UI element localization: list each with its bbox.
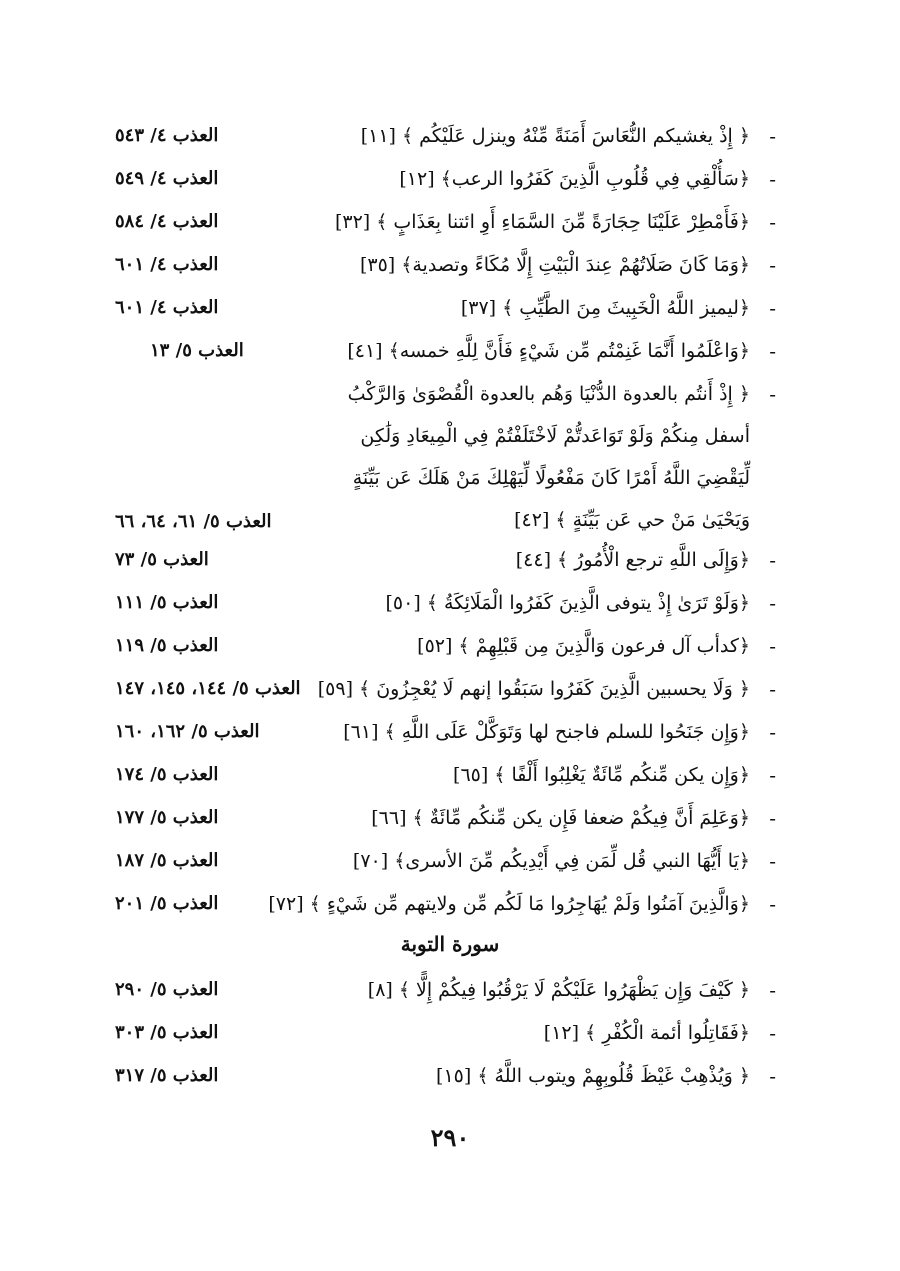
entry-dash: - [769,210,776,234]
index-entry [0,625,900,667]
verse-text: ﴿فَقَاتِلُوا أئمة الْكُفْرِ ﴾ [١٢] [543,1022,750,1044]
verse-text: ﴿ إِذْ يغشيكم النُّعَاسَ أَمَنَةً مِّنْهُ وينزل عَلَيْكُم ﴾ [١١] [360,125,750,147]
reference: العذب ٥/ ١١٩ [115,635,219,656]
index-entry [0,754,900,796]
reference: العذب ٥/ ٧٣ [115,549,209,570]
entry-dash: - [769,382,776,406]
entry-dash: - [769,1021,776,1045]
entry-dash: - [769,677,776,701]
index-entry [0,287,900,329]
reference: العذب ٤/ ٦٠١ [115,254,219,275]
reference: العذب ٤/ ٦٠١ [115,297,219,318]
index-entry [0,668,900,710]
reference: العذب ٥/ ١٤٤، ١٤٥، ١٤٧ [115,678,301,699]
entry-dash: - [769,339,776,363]
surah-heading: سورة التوبة [400,932,500,956]
index-entry [0,1055,900,1097]
page-number: ٢٩٠ [430,1123,470,1152]
index-entry [0,115,900,157]
verse-text: ﴿وَاعْلَمُوا أَنَّمَا غَنِمْتُم مِّن شَيْءٍ فَأَنَّ لِلَّهِ خمسه﴾ [٤١] [347,340,750,362]
index-entry [0,373,900,543]
entry-dash: - [769,849,776,873]
reference: العذب ٥/ ٣٠٣ [115,1022,219,1043]
verse-text: ﴿وَإِلَى اللَّهِ ترجع الْأُمُورُ ﴾ [٤٤] [515,549,750,571]
entry-dash: - [769,892,776,916]
entry-dash: - [769,1064,776,1088]
entry-dash: - [769,296,776,320]
index-entry [0,201,900,243]
entry-dash: - [769,591,776,615]
reference: العذب ٥/ ١٦٢، ١٦٠ [115,721,260,742]
verse-text: ﴿وَإِن يكن مِّنكُم مِّائَةٌ يَغْلِبُوا أَلْفًا ﴾ [٦٥] [453,764,750,786]
index-entry [0,969,900,1011]
verse-text: ﴿وَعَلِمَ أَنَّ فِيكُمْ ضعفا فَإِن يكن مِّنكُم مِّائَةٌ ﴾ [٦٦] [371,807,750,829]
verse-text: ﴿فَأَمْطِرْ عَلَيْنَا حِجَارَةً مِّنَ السَّمَاءِ أَوِ ائتنا بِعَذَابٍ ﴾ [٣٢] [334,211,750,233]
verse-text: ﴿وَالَّذِينَ آمَنُوا وَلَمْ يُهَاجِرُوا مَا لَكُم مِّن ولايتهم مِّن شَيْءٍ ﴾ [٧٢] [268,893,750,915]
reference: العذب ٤/ ٥٤٣ [115,125,219,146]
index-entry [0,539,900,581]
reference: العذب ٤/ ٥٨٤ [115,211,219,232]
verse-text: ﴿ليميز اللَّهُ الْخَبِيثَ مِنَ الطَّيِّبِ ﴾ [٣٧] [460,297,750,319]
index-entry [0,244,900,286]
reference: العذب ٥/ ٣١٧ [115,1065,219,1086]
reference: العذب ٥/ ٢٩٠ [115,979,219,1000]
verse-text: ﴿ كَيْفَ وَإِن يَظْهَرُوا عَلَيْكُمْ لَا يَرْقُبُوا فِيكُمْ إِلًّا ﴾ [٨] [367,979,750,1001]
verse-text: ﴿سَأُلْقِي فِي قُلُوبِ الَّذِينَ كَفَرُوا الرعب﴾ [١٢] [399,168,750,190]
index-entry [0,840,900,882]
entry-dash: - [769,806,776,830]
reference: العذب ٤/ ٥٤٩ [115,168,219,189]
entry-dash: - [769,124,776,148]
reference: العذب ٥/ ١٧٧ [115,807,219,828]
reference: العذب ٥/ ١٧٤ [115,764,219,785]
index-entry [0,582,900,624]
reference: العذب ٥/ ١١١ [115,592,219,613]
index-entry [0,158,900,200]
index-entry [0,883,900,925]
entry-dash: - [769,978,776,1002]
index-entry [0,711,900,753]
reference: العذب ٥/ ١٣ [150,340,244,361]
verse-text: ﴿ وَلَا يحسبين الَّذِينَ كَفَرُوا سَبَقُوا إنهم لَا يُعْجِزُونَ ﴾ [٥٩] [317,678,750,700]
reference: العذب ٥/ ١٨٧ [115,850,219,871]
index-entry [0,330,900,372]
index-entry [0,1012,900,1054]
verse-text: ﴿كدأب آل فرعون وَالَّذِينَ مِن قَبْلِهِمْ ﴾ [٥٢] [417,635,750,657]
verse-text: ﴿وَلَوْ تَرَىٰ إِذْ يتوفى الَّذِينَ كَفَرُوا الْمَلَائِكَةُ ﴾ [٥٠] [385,592,750,614]
entry-dash: - [769,253,776,277]
index-entry [0,797,900,839]
verse-text: ﴿وَإِن جَنَحُوا للسلم فاجنح لها وَتَوَكَّلْ عَلَى اللَّهِ ﴾ [٦١] [343,721,750,743]
reference: العذب ٥/ ٦١، ٦٤، ٦٦ [115,511,272,532]
verse-text: ﴿وَمَا كَانَ صَلَاتُهُمْ عِندَ الْبَيْتِ إِلَّا مُكَاءً وتصدية﴾ [٣٥] [359,254,750,276]
entry-dash: - [769,763,776,787]
entry-dash: - [769,720,776,744]
entry-dash: - [769,634,776,658]
reference: العذب ٥/ ٢٠١ [115,893,219,914]
verse-text: ﴿يَا أَيُّهَا النبي قُل لِّمَن فِي أَيْدِيكُم مِّنَ الأسرى﴾ [٧٠] [352,850,750,872]
entry-dash: - [769,548,776,572]
verse-text: ﴿ إِذْ أَنتُم بالعدوة الدُّنْيَا وَهُم بالعدوة الْقُصْوَىٰ وَالرَّكْبُ أسفل مِنكُمْ وَلَوْ تَوَاعَدتُّمْ لَاخْتَلَفْتُمْ فِي الْمِيعَادِ وَلَٰكِن لِّيَقْضِيَ اللَّهُ أَمْرًا كَانَ مَفْعُولًا لِّيَهْلِكَ مَنْ هَلَكَ عَن بَيِّنَةٍ وَيَحْيَىٰ مَنْ حي عَن بَيِّنَةٍ ﴾ [٤٢] [347,383,750,531]
entry-dash: - [769,167,776,191]
verse-text: ﴿ وَيُذْهِبْ غَيْظَ قُلُوبِهِمْ ويتوب اللَّهُ ﴾ [١٥] [436,1065,750,1087]
